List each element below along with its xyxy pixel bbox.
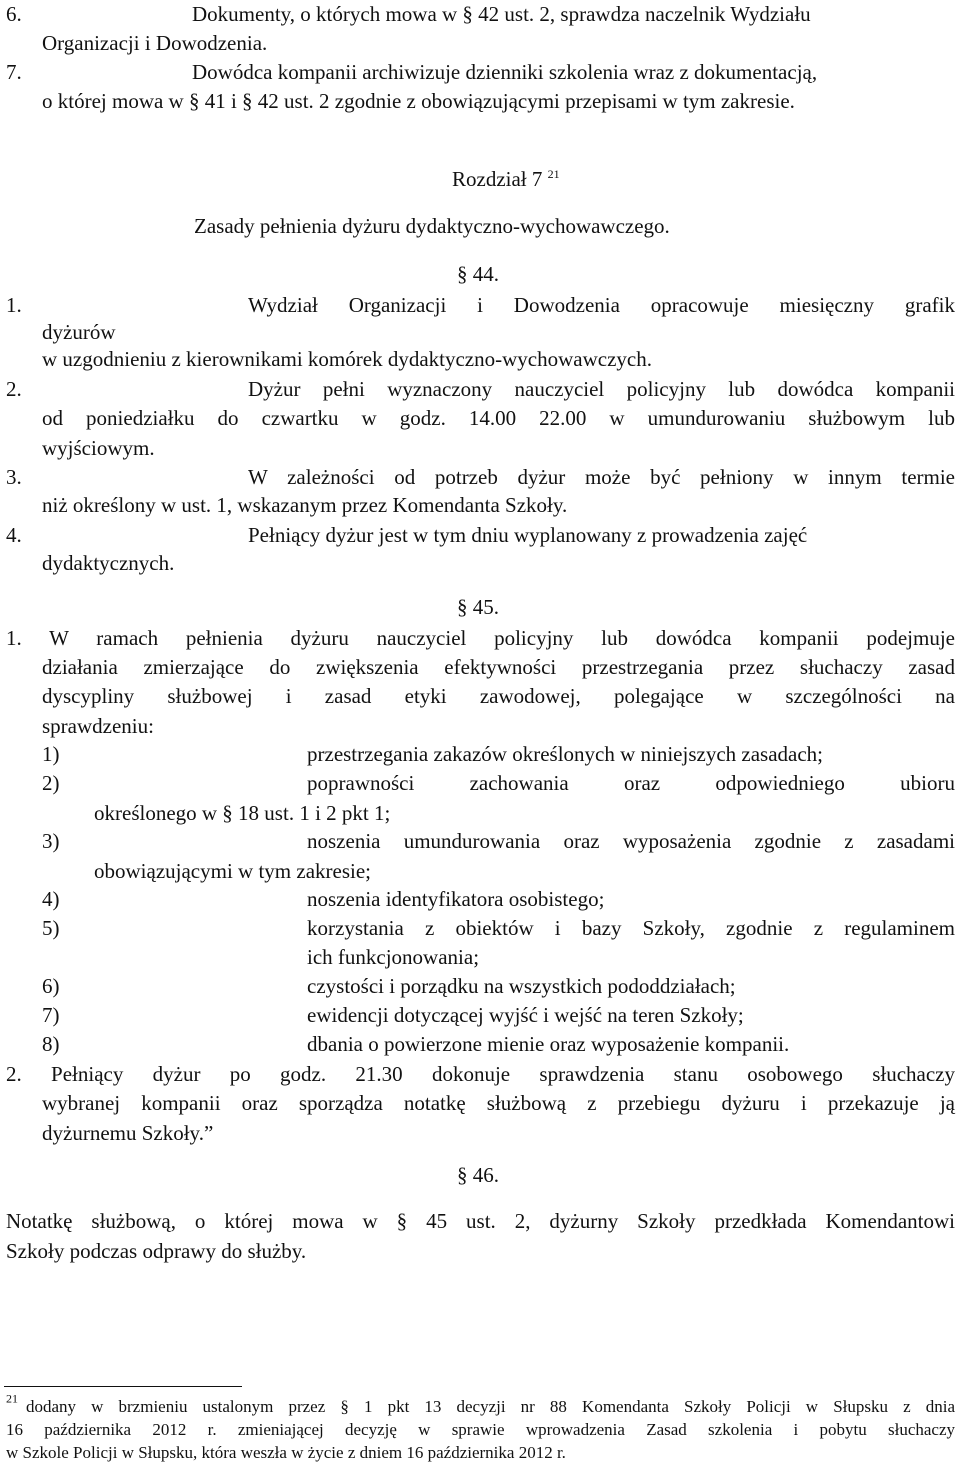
list-item-number: 8)	[42, 1032, 60, 1056]
paragraph-line: dyscypliny służbowej i zasad etyki zawodowej, polegające w szczególności na	[42, 684, 955, 708]
section-heading: § 46.	[457, 1163, 499, 1187]
item-number: 6.	[6, 2, 22, 26]
item-number: 3.	[6, 465, 22, 489]
footnote-number: 21	[6, 1391, 18, 1406]
chapter-title: Rozdział 7 $^{21}$	[452, 167, 560, 191]
paragraph-line: Szkoły podczas odprawy do służby.	[6, 1239, 307, 1263]
paragraph-line: sprawdzeniu:	[42, 714, 154, 738]
paragraph-line: działania zmierzające do zwiększenia efektywności przestrzegania przez słuchaczy zasad	[42, 655, 955, 679]
paragraph-line: dydaktycznych.	[42, 551, 175, 575]
item-number: 7.	[6, 60, 22, 84]
paragraph-line: W zależności od potrzeb dyżur może być pełniony w innym termie	[248, 465, 955, 489]
list-item: korzystania z obiektów i bazy Szkoły, zgodnie z regulaminem	[307, 916, 955, 940]
footnote-line: dodany w brzmieniu ustalonym przez § 1 pkt 13 decyzji nr 88 Komendanta Szkoły Policji w Słupsku z dnia	[26, 1397, 955, 1416]
list-item-number: 1)	[42, 742, 60, 766]
footnote-ref: 21	[547, 167, 560, 181]
section-heading: § 45.	[457, 595, 499, 619]
list-item: dbania o powierzone mienie oraz wyposażenie kompanii.	[307, 1032, 790, 1056]
item-number: 4.	[6, 523, 22, 547]
list-item-number: 6)	[42, 974, 60, 998]
list-item-number: 7)	[42, 1003, 60, 1027]
paragraph-line: dyżurnemu Szkoły.”	[42, 1121, 214, 1145]
paragraph-line: 1. W ramach pełnienia dyżuru nauczyciel policyjny lub dowódca kompanii podejmuje	[6, 626, 955, 650]
list-item: noszenia umundurowania oraz wyposażenia zgodnie z zasadami	[307, 829, 955, 853]
paragraph-line: Dokumenty, o których mowa w § 42 ust. 2, sprawdza naczelnik Wydziału	[192, 2, 811, 26]
list-item: poprawności zachowania oraz odpowiedniego ubioru	[307, 771, 955, 795]
paragraph-line: Wydział Organizacji i Dowodzenia opracowuje miesięczny grafik	[248, 293, 955, 317]
footnote-line: w Szkole Policji w Słupsku, która weszła w życie z dniem 16 października 2012 r.	[6, 1443, 566, 1462]
paragraph-line: Notatkę służbową, o której mowa w § 45 ust. 2, dyżurny Szkoły przedkłada Komendantowi	[6, 1209, 955, 1233]
paragraph-line: Organizacji i Dowodzenia.	[42, 31, 268, 55]
item-number: 1.	[6, 293, 22, 317]
paragraph-line: Dowódca kompanii archiwizuje dzienniki szkolenia wraz z dokumentacją,	[192, 60, 818, 84]
list-item-number: 5)	[42, 916, 60, 940]
list-item: ewidencji dotyczącej wyjść i wejść na teren Szkoły;	[307, 1003, 744, 1027]
paragraph-line: niż określony w ust. 1, wskazanym przez Komendanta Szkoły.	[42, 493, 568, 517]
paragraph-line: wyjściowym.	[42, 436, 155, 460]
footnote-line: 16 października 2012 r. zmieniającej decyzję w sprawie wprowadzenia Zasad szkolenia i pobytu słuchaczy	[6, 1420, 955, 1439]
list-item: noszenia identyfikatora osobistego;	[307, 887, 605, 911]
paragraph-line: 2. Pełniący dyżur po godz. 21.30 dokonuje sprawdzenia stanu osobowego słuchaczy	[6, 1062, 955, 1086]
chapter-subtitle: Zasady pełnienia dyżuru dydaktyczno-wychowawczego.	[194, 214, 670, 238]
paragraph-line: Pełniący dyżur jest w tym dniu wyplanowany z prowadzenia zajęć	[248, 523, 808, 547]
list-item-continuation: obowiązującymi w tym zakresie;	[94, 859, 371, 883]
list-item: czystości i porządku na wszystkich pododdziałach;	[307, 974, 736, 998]
list-item-number: 2)	[42, 771, 60, 795]
paragraph-line: Dyżur pełni wyznaczony nauczyciel policyjny lub dowódca kompanii	[248, 377, 955, 401]
list-item-continuation: ich funkcjonowania;	[307, 945, 480, 969]
paragraph-line: wybranej kompanii oraz sporządza notatkę służbową z przebiegu dyżuru i przekazuje ją	[42, 1091, 955, 1115]
paragraph-line: o której mowa w § 41 i § 42 ust. 2 zgodnie z obowiązującymi przepisami w tym zakresie.	[42, 89, 795, 113]
paragraph-line: od poniedziałku do czwartku w godz. 14.00 22.00 w umundurowaniu służbowym lub	[42, 406, 955, 430]
list-item-number: 3)	[42, 829, 60, 853]
list-item-number: 4)	[42, 887, 60, 911]
paragraph-line: dyżurów	[42, 320, 116, 344]
item-number: 2.	[6, 377, 22, 401]
list-item-continuation: określonego w § 18 ust. 1 i 2 pkt 1;	[94, 801, 391, 825]
section-heading: § 44.	[457, 262, 499, 286]
paragraph-line: w uzgodnieniu z kierownikami komórek dydaktyczno-wychowawczych.	[42, 347, 652, 371]
footnote-separator	[4, 1386, 242, 1387]
list-item: przestrzegania zakazów określonych w niniejszych zasadach;	[307, 742, 824, 766]
